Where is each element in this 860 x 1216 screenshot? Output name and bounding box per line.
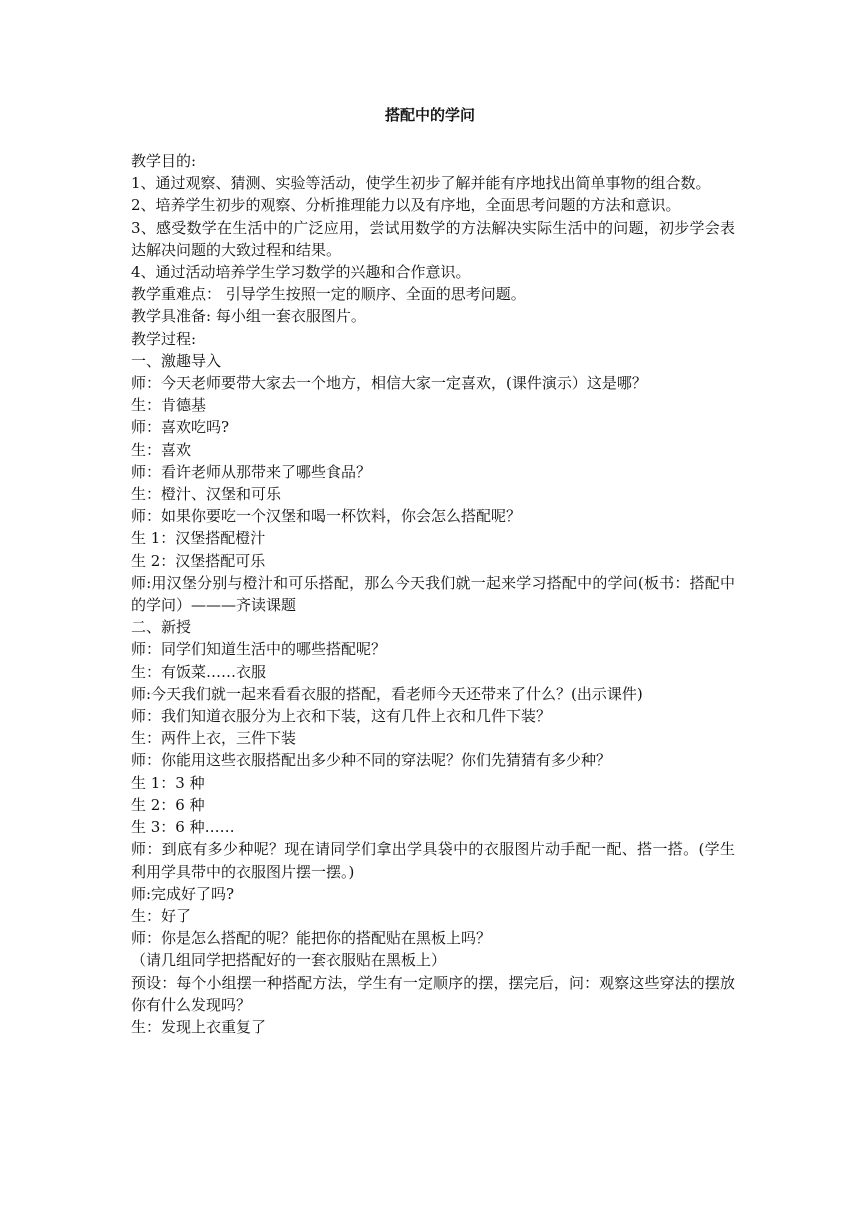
- paragraph: 3、感受数学在生活中的广泛应用，尝试用数学的方法解决实际生活中的问题，初步学会表达解决问题的大致过程和结果。: [131, 218, 735, 259]
- paragraph: 生：发现上衣重复了: [131, 1017, 267, 1036]
- paragraph: 师：如果你要吃一个汉堡和喝一杯饮料，你会怎么搭配呢？: [131, 507, 522, 526]
- paragraph: 师：同学们知道生活中的哪些搭配呢？: [131, 640, 387, 659]
- paragraph: 师:完成好了吗?: [131, 884, 235, 903]
- paragraph: 师:今天我们就一起来看看衣服的搭配，看老师今天还带来了什么？(出示课件): [131, 684, 643, 703]
- paragraph: 生：有饭菜……衣服: [131, 662, 267, 681]
- paragraph: 师：喜欢吃吗?: [131, 418, 230, 437]
- paragraph: （请几组同学把搭配好的一套衣服贴在黑板上）: [131, 951, 447, 970]
- paragraph: 一、激趣导入: [131, 351, 222, 370]
- paragraph: 师：看许老师从那带来了哪些食品？: [131, 462, 372, 481]
- document-body: [131, 150, 735, 1038]
- paragraph: 生：橙汁、汉堡和可乐: [131, 485, 282, 504]
- paragraph: 生 1：汉堡搭配橙汁: [131, 529, 266, 548]
- paragraph: 教学过程:: [131, 329, 197, 348]
- paragraph: 生：两件上衣，三件下装: [131, 729, 297, 748]
- paragraph: 师：你是怎么搭配的呢？能把你的搭配贴在黑板上吗？: [131, 929, 492, 948]
- paragraph: 生 2：汉堡搭配可乐: [131, 551, 266, 570]
- paragraph: 2、培养学生初步的观察、分析推理能力以及有序地，全面思考问题的方法和意识。: [131, 196, 681, 215]
- paragraph: 生：好了: [131, 906, 192, 925]
- paragraph: 生 1：3 种: [131, 773, 205, 792]
- paragraph: 师：你能用这些衣服搭配出多少种不同的穿法呢？你们先猜猜有多少种？: [131, 751, 612, 770]
- paragraph: 师：我们知道衣服分为上衣和下装，这有几件上衣和几件下装？: [131, 707, 552, 726]
- paragraph: 预设：每个小组摆一种搭配方法，学生有一定顺序的摆，摆完后，问：观察这些穿法的摆放你有什么发现吗？: [131, 973, 735, 1014]
- paragraph: 师：今天老师要带大家去一个地方，相信大家一定喜欢，(课件演示）这是哪？: [131, 374, 647, 393]
- paragraph: 1、通过观察、猜测、实验等活动，使学生初步了解并能有序地找出简单事物的组合数。: [131, 174, 711, 193]
- paragraph: 4、通过活动培养学生学习数学的兴趣和合作意识。: [131, 263, 471, 282]
- paragraph: 生 3：6 种……: [131, 818, 235, 837]
- paragraph: 师:用汉堡分别与橙汁和可乐搭配，那么今天我们就一起来学习搭配中的学问(板书：搭配中的学问）———齐读课题: [131, 573, 735, 615]
- paragraph: 生 2：6 种: [131, 795, 205, 814]
- paragraph: 教学重难点： 引导学生按照一定的顺序、全面的思考问题。: [131, 285, 526, 304]
- paragraph: 师：到底有多少种呢？现在请同学们拿出学具袋中的衣服图片动手配一配、搭一搭。(学生利用学具带中的衣服图片摆一摆。): [131, 840, 735, 881]
- paragraph: 生：肯德基: [131, 396, 207, 415]
- paragraph: 二、新授: [131, 618, 192, 637]
- paragraph: 教学目的:: [131, 152, 197, 170]
- document-title: 搭配中的学问: [384, 106, 475, 124]
- paragraph: 教学具准备: 每小组一套衣服图片。: [131, 307, 366, 326]
- paragraph: 生：喜欢: [131, 440, 192, 459]
